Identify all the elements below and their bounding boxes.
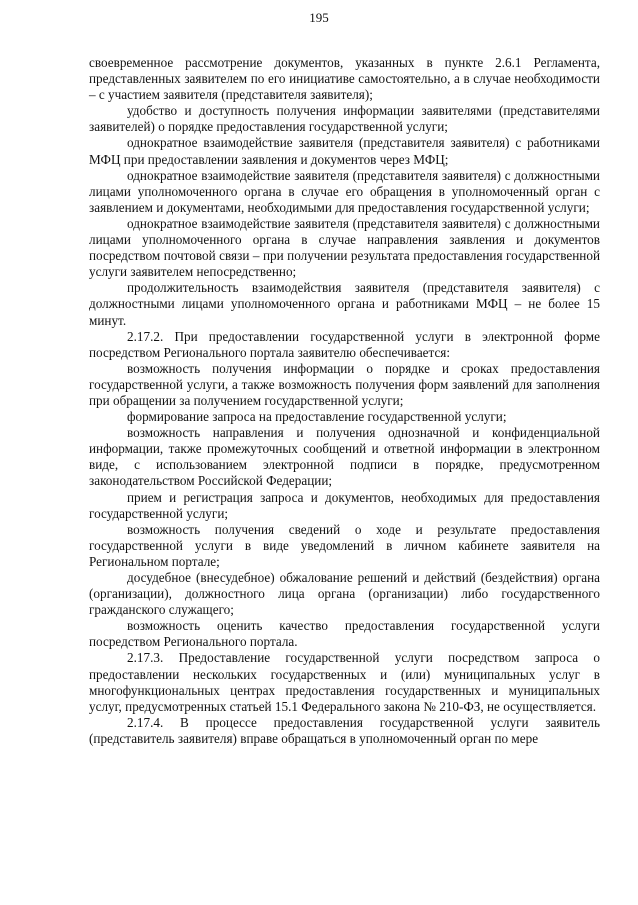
paragraph-11: прием и регистрация запроса и документов, необходимых для предоставления государственной услуги; bbox=[89, 489, 600, 521]
paragraph-5: однократное взаимодействие заявителя (представителя заявителя) с должностными лицами уполномоченного органа в случае направления заявления и документов посредством почтовой связи – при получении результата предоставления государственной услуги заявителем непосредственно; bbox=[89, 215, 600, 280]
paragraph-15: 2.17.3. Предоставление государственной услуги посредством запроса о предоставлении нескольких государственных и (или) муниципальных услуг в многофункциональных центрах предоставления государственных и муниципальных услуг, предусмотренных статьей 15.1 Федерального закона № 210-ФЗ, не осуществляется. bbox=[89, 650, 600, 714]
paragraph-2: удобство и доступность получения информации заявителями (представителями заявителей) о порядке предоставления государственной услуги; bbox=[89, 103, 600, 135]
paragraph-4: однократное взаимодействие заявителя (представителя заявителя) с должностными лицами уполномоченного органа в случае его обращения в уполномоченный орган с заявлением и документами, необходимыми для предоставления государственной услуги; bbox=[89, 167, 600, 215]
paragraph-16: 2.17.4. В процессе предоставления государственной услуги заявитель (представитель заявителя) вправе обращаться в уполномоченный орган по мере bbox=[89, 714, 600, 746]
paragraph-9: формирование запроса на предоставление государственной услуги; bbox=[127, 409, 507, 425]
paragraph-8: возможность получения информации о порядке и сроках предоставления государственной услуги, а также возможность получения форм заявлений для заполнения при обращении за получением государственной услуги; bbox=[89, 360, 600, 408]
paragraph-10: возможность направления и получения однозначной и конфиденциальной информации, также промежуточных сообщений и ответной информации в электронном виде, с использованием электронной подписи в порядке, предусмотренном законодательством Российской Федерации; bbox=[89, 425, 600, 489]
paragraph-14: возможность оценить качество предоставления государственной услуги посредством Регионального портала. bbox=[89, 618, 600, 650]
document-body bbox=[89, 55, 600, 747]
page-number: 195 bbox=[309, 10, 329, 25]
paragraph-7: 2.17.2. При предоставлении государственной услуги в электронной форме посредством Регионального портала заявителю обеспечивается: bbox=[89, 328, 600, 360]
paragraph-12: возможность получения сведений о ходе и результате предоставления государственной услуги в виде уведомлений в личном кабинете заявителя на Региональном портале; bbox=[89, 521, 600, 569]
paragraph-6: продолжительность взаимодействия заявителя (представителя заявителя) с должностными лицами уполномоченного органа и работниками МФЦ – не более 15 минут. bbox=[89, 280, 600, 328]
paragraph-13: досудебное (внесудебное) обжалование решений и действий (бездействия) органа (организации), должностного лица органа (организации) либо государственного гражданского служащего; bbox=[89, 570, 600, 618]
paragraph-3: однократное взаимодействие заявителя (представителя заявителя) с работниками МФЦ при предоставлении заявления и документов через МФЦ; bbox=[89, 135, 600, 167]
paragraph-1: своевременное рассмотрение документов, указанных в пункте 2.6.1 Регламента, представленных заявителем по его инициативе самостоятельно, а в случае необходимости – с участием заявителя (представителя заявителя); bbox=[89, 55, 600, 103]
